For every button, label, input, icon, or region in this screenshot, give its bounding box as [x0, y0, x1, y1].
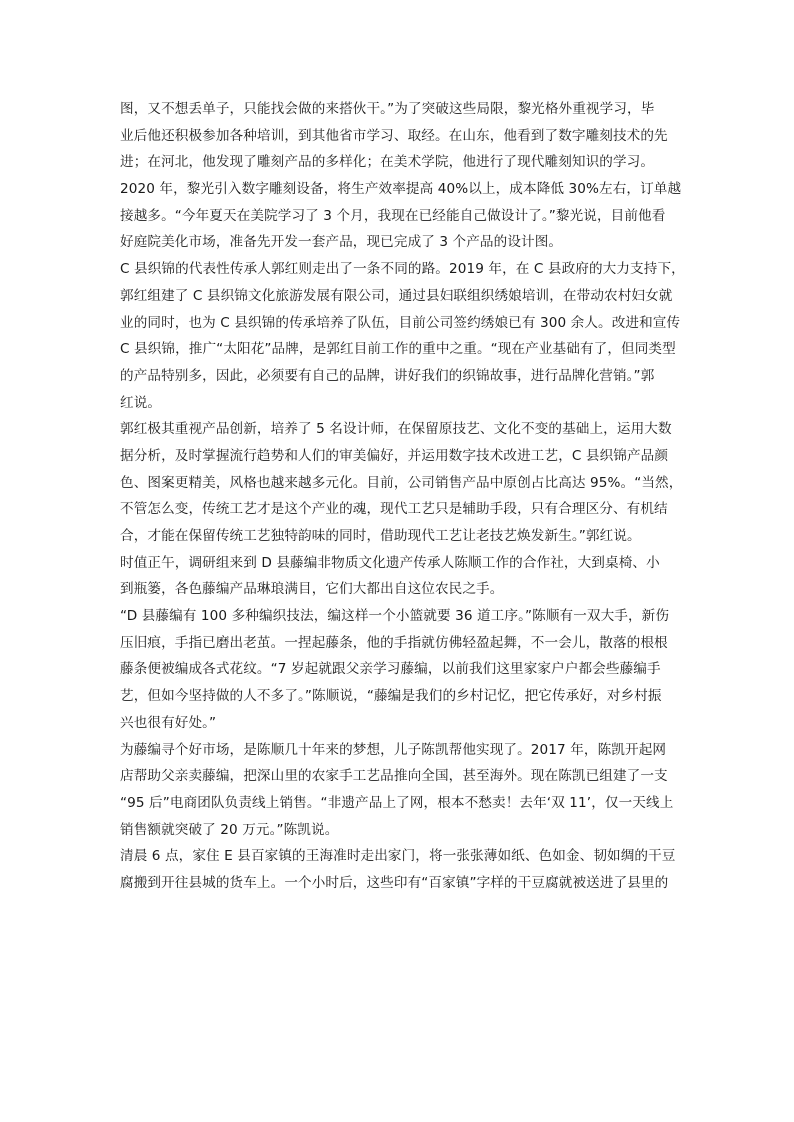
text-line: 进；在河北，他发现了雕刻产品的多样化；在美术学院，他进行了现代雕刻知识的学习。	[120, 154, 655, 171]
text-line: 郭红极其重视产品创新，培养了 5 名设计师，在保留原技艺、文化不变的基础上，运用大数	[120, 421, 672, 438]
text-line: 据分析，及时掌握流行趋势和人们的审美偏好，并运用数字技术改进工艺，C 县织锦产品颜	[120, 447, 669, 464]
text-line: “D 县藤编有 100 多种编织技法，编这样一个小篮就要 36 道工序。”陈顺有一双大手，新伤	[120, 608, 670, 625]
text-line: 图，又不想丢单子，只能找会做的来搭伙干。”为了突破这些局限，黎光格外重视学习，毕	[120, 101, 655, 117]
text-line: 2020 年，黎光引入数字雕刻设备，将生产效率提高 40%以上，成本降低 30%左右，订单越	[120, 181, 682, 198]
text-line: 为藤编寻个好市场，是陈顺几十年来的梦想，儿子陈凯帮他实现了。2017 年，陈凯开起网	[120, 741, 667, 758]
text-line: 不管怎么变，传统工艺才是这个产业的魂，现代工艺只是辅助手段，只有合理区分、有机结	[120, 501, 668, 518]
text-line: 艺，但如今坚持做的人不多了。”陈顺说，“藤编是我们的乡村记忆，把它传承好，对乡村振	[120, 688, 662, 705]
text-line: 店帮助父亲卖藤编，把深山里的农家手工艺品推向全国，甚至海外。现在陈凯已组建了一支	[120, 768, 668, 785]
text-line: 的产品特别多，因此，必须要有自己的品牌，讲好我们的织锦故事，进行品牌化营销。”郭	[120, 367, 655, 384]
text-line: C 县织锦的代表性传承人郭红则走出了一条不同的路。2019 年，在 C 县政府的大力支持下，	[120, 261, 685, 278]
text-line: 藤条便被编成各式花纹。“7 岁起就跟父亲学习藤编，以前我们这里家家户户都会些藤编手	[120, 661, 661, 678]
text-line: C 县织锦，推广“太阳花”品牌，是郭红目前工作的重中之重。“现在产业基础有了，但同类型	[120, 341, 676, 358]
text-line: 腐搬到开往县城的货车上。一个小时后，这些印有“百家镇”字样的干豆腐就被送进了县里的	[120, 874, 669, 891]
text-line: 到瓶篓，各色藤编产品琳琅满目，它们大都出自这位农民之手。	[120, 581, 504, 598]
text-line: 兴也很有好处。”	[120, 714, 217, 731]
text-line: 接越多。“今年夏天在美院学习了 3 个月，我现在已经能自己做设计了。”黎光说，目前他看	[120, 207, 666, 224]
article-body	[120, 96, 700, 897]
text-line: 销售额就突破了 20 万元。”陈凯说。	[120, 821, 339, 838]
text-line: 清晨 6 点，家住 E 县百家镇的王海准时走出家门，将一张张薄如纸、色如金、韧如绸的干豆	[120, 848, 676, 865]
text-line: 业的同时，也为 C 县织锦的传承培养了队伍，目前公司签约绣娘已有 300 余人。改进和宣传	[120, 314, 681, 331]
text-line: 好庭院美化市场，准备先开发一套产品，现已完成了 3 个产品的设计图。	[120, 234, 563, 251]
text-line: 时值正午，调研组来到 D 县藤编非物质文化遗产传承人陈顺工作的合作社，大到桌椅、小	[120, 554, 660, 571]
text-line: 红说。	[120, 394, 162, 411]
text-line: 压旧痕，手指已磨出老茧。一捏起藤条，他的手指就仿佛轻盈起舞，不一会儿，散落的根根	[120, 634, 668, 651]
text-line: 业后他还积极参加各种培训，到其他省市学习、取经。在山东，他看到了数字雕刻技术的先	[120, 127, 668, 144]
text-line: 合，才能在保留传统工艺独特韵味的同时，借助现代工艺让老技艺焕发新生。”郭红说。	[120, 528, 641, 544]
text-line: 色、图案更精美，风格也越来越多元化。目前，公司销售产品中原创占比高达 95%。“当然，	[120, 474, 683, 491]
text-line: 郭红组建了 C 县织锦文化旅游发展有限公司，通过县妇联组织绣娘培训，在带动农村妇女就	[120, 287, 673, 304]
text-line: “95 后”电商团队负责线上销售。“非遗产品上了网，根本不愁卖！去年‘双 11’，仅一天线上	[120, 794, 674, 811]
